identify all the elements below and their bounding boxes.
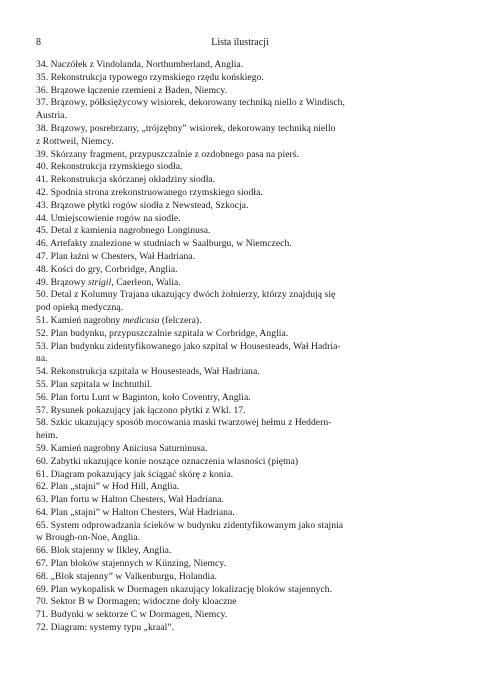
item-number: 68.	[36, 570, 49, 582]
illustration-item	[36, 225, 443, 238]
item-text-after: (felczera).	[159, 314, 202, 326]
item-text: Plan „stajni” w Halton Chesters, Wał Hadriana.	[50, 506, 235, 518]
illustration-item	[36, 315, 443, 328]
illustration-item	[36, 405, 443, 418]
item-number: 58.	[36, 417, 49, 429]
item-text: Brązowy, półksiężycowy wisiorek, dekorowany techniką niello z Windisch,	[50, 97, 345, 109]
item-text: Plan fortu w Halton Chesters, Wał Hadriana.	[50, 494, 224, 506]
item-number: 60.	[36, 455, 49, 467]
item-number: 48.	[36, 263, 49, 275]
illustration-item	[36, 277, 443, 290]
item-number: 36.	[36, 84, 49, 96]
item-number: 62.	[36, 481, 49, 493]
item-text: Detal z Kolumny Trajana ukazujący dwóch żołnierzy, którzy znajdują się	[50, 289, 336, 301]
item-text: Sektor B w Dormagen; widoczne doły kloaczne	[50, 596, 237, 608]
item-text: Naczółek z Vindolanda, Northumberland, Anglia.	[50, 59, 244, 70]
item-number: 43.	[36, 199, 49, 211]
item-number: 54.	[36, 366, 49, 378]
illustration-item	[36, 481, 443, 494]
illustration-item	[36, 213, 443, 226]
item-number: 41.	[36, 174, 49, 186]
item-text: Rekonstrukcja szpitala w Housesteads, Wał Hadriana.	[50, 366, 260, 378]
illustration-item	[36, 558, 443, 571]
item-text: System odprowadzania ścieków w budynku zidentyfikowanym jako stajnia	[50, 519, 344, 531]
illustration-item	[36, 72, 443, 85]
illustration-item	[36, 149, 443, 162]
illustration-item	[36, 596, 443, 609]
item-number: 52.	[36, 327, 49, 339]
item-number: 51.	[36, 314, 49, 326]
item-text: Diagram pokazujący jak ściągać skórę z konia.	[50, 468, 234, 480]
item-text: Umiejscowienie rogów na siodle.	[50, 212, 181, 224]
item-number: 65.	[36, 519, 49, 531]
item-text: Brązowy, posrebrzany, „trójzębny” wisiorek, dekorowany techniką niello	[50, 122, 336, 134]
illustration-list	[36, 59, 443, 635]
item-number: 66.	[36, 545, 49, 557]
item-number: 34.	[36, 59, 49, 70]
item-number: 37.	[36, 97, 49, 109]
item-text: Plan wykopalisk w Dormagen ukazujący lokalizację bloków stajennych.	[50, 583, 333, 595]
illustration-item	[36, 328, 443, 341]
item-text: Rekonstrukcja skórzanej okładziny siodła.	[50, 174, 216, 186]
illustration-item	[36, 609, 443, 622]
item-text: Plan budynku zidentyfikowanego jako szpital w Housesteads, Wał Hadria-	[50, 340, 341, 352]
item-text: Szkic ukazujący sposób mocowania maski twarzowej hełmu z Heddern-	[50, 417, 332, 429]
item-number: 50.	[36, 289, 49, 301]
item-number: 71.	[36, 609, 49, 621]
illustration-item	[36, 366, 443, 379]
item-text: Kamień nagrobny	[50, 314, 123, 326]
illustration-item	[36, 571, 443, 584]
illustration-item	[36, 187, 443, 200]
page-header	[36, 36, 444, 50]
item-number: 47.	[36, 250, 49, 262]
illustration-item	[36, 469, 443, 482]
item-text: Plan łaźni w Chesters, Wał Hadriana.	[50, 250, 196, 262]
item-number: 53.	[36, 340, 49, 352]
item-text: Rysunek pokazujący jak łączono płytki z Wkl. 17.	[50, 404, 246, 416]
illustration-item	[36, 161, 443, 174]
item-text: „Blok stajenny” w Valkenburgu, Holandia.	[50, 570, 217, 582]
item-text-continuation: pod opieką medyczną.	[36, 302, 124, 314]
item-number: 61.	[36, 468, 49, 480]
item-number: 42.	[36, 186, 49, 198]
item-text: Plan bloków stajennych w Künzing, Niemcy.	[50, 558, 227, 570]
illustration-item	[36, 622, 443, 635]
item-number: 45.	[36, 225, 49, 237]
item-text: Kości do gry, Corbridge, Anglia.	[50, 263, 178, 275]
illustration-item	[36, 520, 443, 546]
item-number: 63.	[36, 494, 49, 506]
illustration-item	[36, 289, 443, 315]
illustration-item	[36, 379, 443, 392]
illustration-item	[36, 545, 443, 558]
item-text: Diagram: systemy typu „kraal”.	[50, 622, 175, 634]
item-number: 46.	[36, 238, 49, 250]
item-number: 69.	[36, 583, 49, 595]
illustration-item	[36, 200, 443, 213]
item-number: 59.	[36, 442, 49, 454]
item-text: Spodnia strona zrekonstruowanego rzymskiego siodła.	[50, 186, 263, 198]
item-number: 40.	[36, 161, 49, 173]
item-text-after: , Caerleon, Walia.	[111, 276, 181, 288]
illustration-item	[36, 456, 443, 469]
illustration-item	[36, 123, 443, 149]
item-text: Brązowy	[50, 276, 89, 288]
illustration-item	[36, 443, 443, 456]
item-text: Rekonstrukcja rzymskiego siodła.	[50, 161, 183, 173]
running-title: Lista ilustracji	[211, 37, 269, 48]
item-number: 57.	[36, 404, 49, 416]
item-text: Plan fortu Lunt w Baginton, koło Coventry, Anglia.	[50, 391, 251, 403]
illustration-item	[36, 251, 443, 264]
illustration-item	[36, 59, 443, 72]
illustration-item	[36, 417, 443, 443]
illustration-item	[36, 392, 443, 405]
item-number: 72.	[36, 622, 49, 634]
illustration-item	[36, 494, 443, 507]
illustration-item	[36, 97, 443, 123]
item-text: Brązowe łączenie rzemieni z Baden, Niemcy.	[50, 84, 228, 96]
item-number: 56.	[36, 391, 49, 403]
illustration-item	[36, 264, 443, 277]
item-number: 67.	[36, 558, 49, 570]
item-text: Artefakty znalezione w studniach w Saalburgu, w Niemczech.	[50, 238, 292, 250]
illustration-item	[36, 341, 443, 367]
item-number: 35.	[36, 71, 49, 83]
item-text: Zabytki ukazujące konie noszące oznaczenia własności (piętna)	[50, 455, 299, 467]
item-number: 39.	[36, 148, 49, 160]
item-text: Rekonstrukcja typowego rzymskiego rzędu końskiego.	[50, 71, 264, 83]
illustration-item	[36, 507, 443, 520]
page-number: 8	[36, 37, 41, 48]
item-text-continuation: Austria.	[36, 110, 68, 122]
item-number: 44.	[36, 212, 49, 224]
illustration-item	[36, 238, 443, 251]
item-number: 38.	[36, 122, 49, 134]
item-text-continuation: heim.	[36, 430, 58, 442]
item-text: Plan „stajni” w Hod Hill, Anglia.	[50, 481, 180, 493]
item-text-continuation: w Brough-on-Noe, Anglia.	[36, 532, 141, 544]
item-italic-term: medicusa	[122, 314, 160, 326]
item-text-continuation: z Rottweil, Niemcy.	[36, 135, 114, 147]
item-text: Plan budynku, przypuszczalnie szpitala w Corbridge, Anglia.	[50, 327, 289, 339]
item-text: Skórzany fragment, przypuszczalnie z ozdobnego pasa na pierś.	[50, 148, 300, 160]
illustration-item	[36, 584, 443, 597]
item-italic-term: strigil	[88, 276, 112, 288]
item-text: Kamień nagrobny Aniciusa Saturninusa.	[50, 442, 208, 454]
item-text-continuation: na.	[36, 353, 48, 365]
item-number: 70.	[36, 596, 49, 608]
illustration-item	[36, 174, 443, 187]
item-text: Budynki w sektorze C w Dormagen, Niemcy.	[50, 609, 228, 621]
item-number: 64.	[36, 506, 49, 518]
illustration-item	[36, 85, 443, 98]
item-number: 55.	[36, 378, 49, 390]
item-text: Detal z kamienia nagrobnego Longinusa.	[50, 225, 211, 237]
item-text: Plan szpitala w Inchtuthil.	[50, 378, 153, 390]
item-text: Brązowe płytki rogów siodła z Newstead, Szkocja.	[50, 199, 249, 211]
item-text: Blok stajenny w Ilkley, Anglia.	[50, 545, 172, 557]
item-number: 49.	[36, 276, 49, 288]
